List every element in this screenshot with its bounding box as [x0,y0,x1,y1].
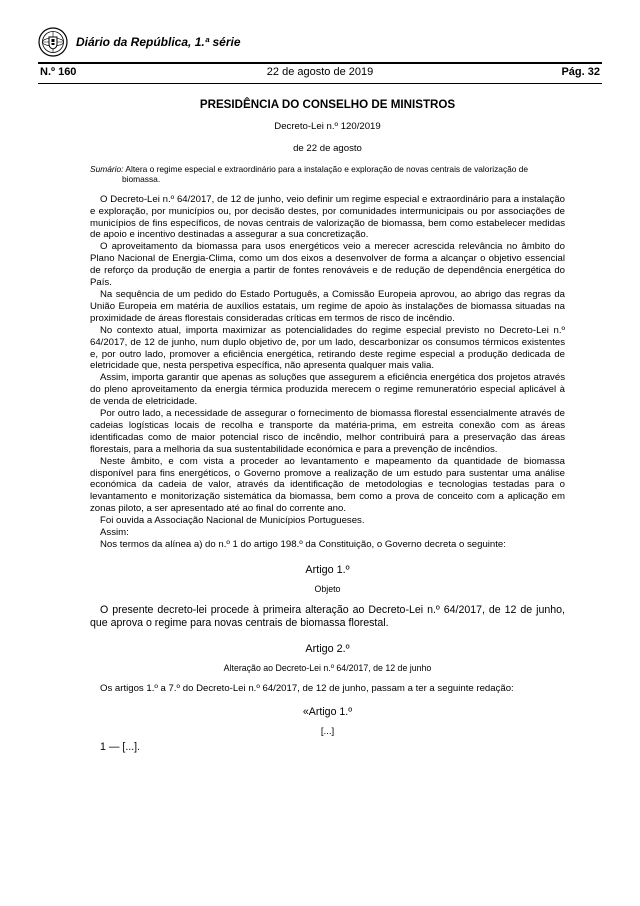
decree-date: de 22 de agosto [293,142,362,154]
page-number: Pág. 32 [561,66,600,78]
paragraph: O Decreto-Lei n.º 64/2017, de 12 de junho, veio definir um regime especial e extraordinário para a instalação e exploração, por municípios ou, por decisão destes, por comunidades intermunicipais ou por associações de municípios de fins específicos, de novas centrais de valorização de biomassa, bem como estabelecer medidas de apoio e incentivo destinadas a assegurar a sua concretização. [90,193,565,241]
paragraph: Nos termos da alínea a) do n.º 1 do artigo 198.º da Constituição, o Governo decreta o seguinte: [100,539,506,550]
summary-text: Altera o regime especial e extraordinário para a instalação e exploração de novas centrais de valorização de biomassa. [122,163,529,184]
article-2-title: Alteração ao Decreto-Lei n.º 64/2017, de 12 de junho [223,662,432,673]
document-content [90,95,565,754]
quoted-article-heading: «Artigo 1.º [302,705,353,718]
article-1-title: Objeto [314,583,341,594]
article-2-body [90,683,565,695]
paragraph: O aproveitamento da biomassa para usos energéticos veio a merecer acrescida relevância no âmbito do Plano Nacional de Energia-Clima, como um dos eixos a desenvolver de forma a alcançar o objetivo essencial de reforço da produção de energia a partir de fontes renováveis e de redução de dependência energética do País. [90,241,565,289]
issue-meta [38,66,602,80]
paragraph: Na sequência de um pedido do Estado Português, a Comissão Europeia aprovou, ao abrigo das regras da União Europeia em matéria de auxílios estatais, um regime de apoio às instalações de biomassa situadas na proximidade de áreas florestais consideradas críticas em termos de risco de incêndio. [90,288,565,324]
ellipsis: [...] [320,726,335,738]
paragraph: Assim: [100,527,129,539]
summary [90,164,565,184]
article-1-text: O presente decreto-lei procede à primeira alteração ao Decreto-Lei n.º 64/2017, de 12 de junho, que aprova o regime para novas centrais de biomassa florestal. [90,603,565,629]
coat-of-arms-icon [38,27,68,57]
article-1-body [90,604,565,630]
header-rule [38,62,602,64]
meta-rule [38,83,602,84]
paragraph: No contexto atual, importa maximizar as potencialidades do regime especial previsto no Decreto-Lei n.º 64/2017, de 12 de junho, num duplo objetivo de, por um lado, descarbonizar os consumos térmicos existentes e, por outro lado, promover a eficiência energética, retirando deste regime especial a produção dedicada de eletricidade que, nesta perspetiva específica, não apresenta qualquer mais valia. [90,324,565,372]
ministry-title: PRESIDÊNCIA DO CONSELHO DE MINISTROS [199,98,456,111]
paragraph: Neste âmbito, e com vista a proceder ao levantamento e mapeamento da quantidade de biomassa disponível para fins energéticos, o Governo promove a realização de um estudo para sustentar uma análise económica da cadeia de valor, através da identificação de metodologias e tecnologias testadas para o levantamento e monitorização sistemática da biomassa, bem como a prova de conceito com a aplicação em zonas piloto, a ser apresentado até ao final do corrente ano. [90,455,565,515]
paragraph: Assim, importa garantir que apenas as soluções que assegurem a eficiência energética dos projetos através do pleno aproveitamento da energia térmica produzida merecem o regime remuneratório especial aplicável à de venda de eletricidade. [90,372,565,408]
publication-header [38,26,241,58]
article-2-text: Os artigos 1.º a 7.º do Decreto-Lei n.º 64/2017, de 12 de junho, passam a ter a seguinte redação: [100,682,514,694]
issue-number: N.º 160 [40,66,77,78]
article-2-heading: Artigo 2.º [305,642,350,655]
issue-date: 22 de agosto de 2019 [266,66,374,78]
paragraph: Foi ouvida a Associação Nacional de Municípios Portugueses. [100,515,365,527]
article-1-heading: Artigo 1.º [305,563,350,576]
preamble [90,194,565,551]
publication-name: Diário da República, 1.ª série [76,35,241,49]
numbered-item: 1 — [...]. [100,741,141,754]
decree-title: Decreto-Lei n.º 120/2019 [274,120,381,132]
summary-label: Sumário: [90,163,124,174]
paragraph: Por outro lado, a necessidade de assegurar o fornecimento de biomassa florestal essencialmente através de cadeias logísticas locais de recolha e transporte da matéria-prima, em estreita conexão com as áreas identificadas como de maior potencial risco de incêndio, melhor contribuirá para a preservação das áreas florestais, para a melhoria da sua sustentabilidade económica e para a prevenção de incêndios. [90,408,565,455]
